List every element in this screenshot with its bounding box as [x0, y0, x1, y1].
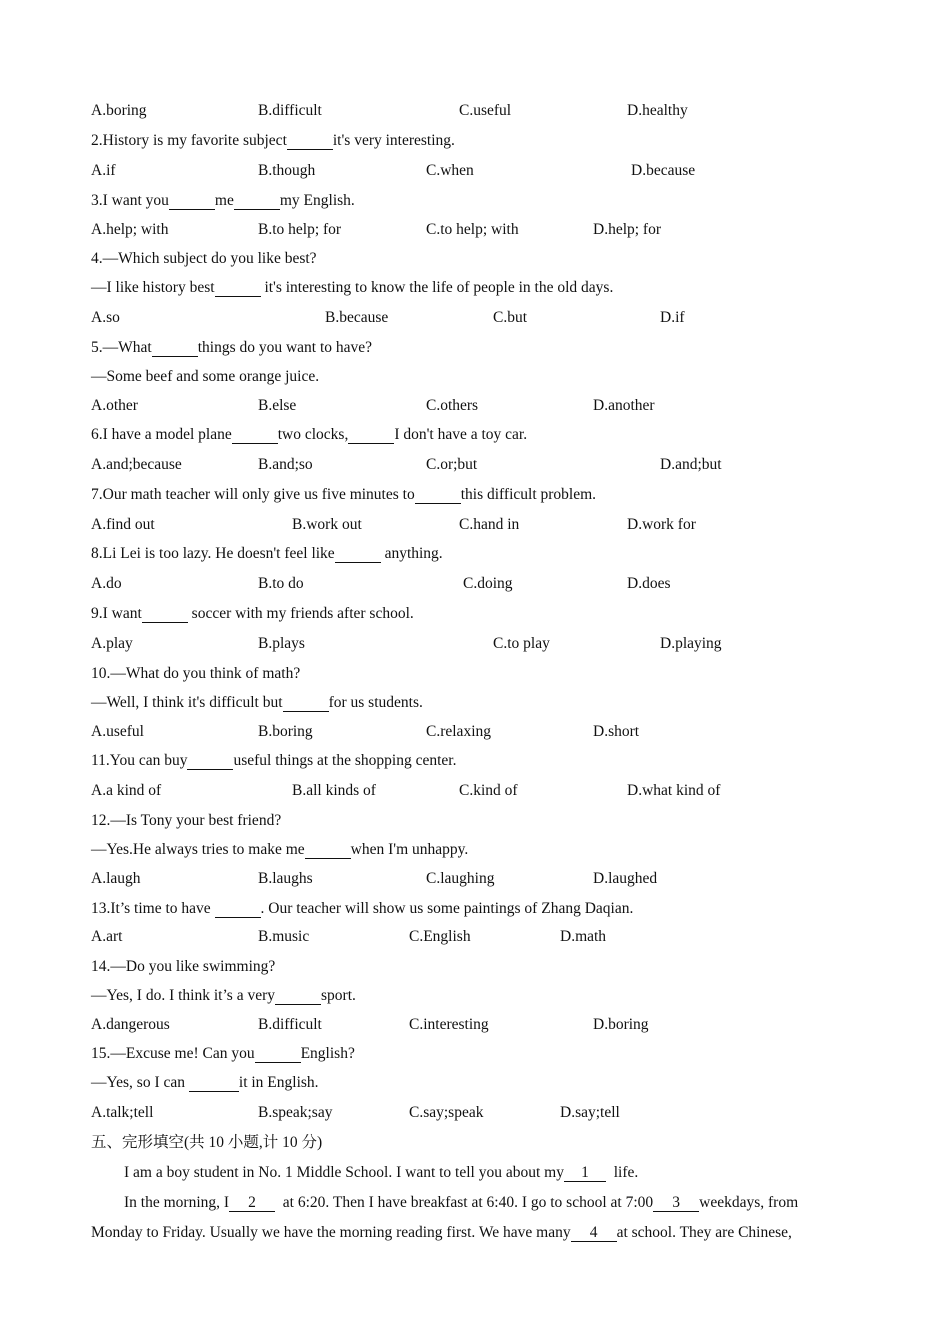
- q6-option-b: B.and;so: [258, 456, 313, 473]
- q7-option-b: B.work out: [292, 516, 362, 533]
- q11-option-d: D.what kind of: [627, 782, 721, 799]
- question-3: 3.I want you me my English.: [91, 192, 355, 209]
- question-15-reply: —Yes, so I can it in English.: [91, 1074, 319, 1091]
- q14-option-a: A.dangerous: [91, 1016, 170, 1033]
- q10-option-c: C.relaxing: [426, 723, 491, 740]
- question-14-reply: —Yes, I do. I think it’s a very sport.: [91, 987, 356, 1004]
- section-5-heading: 五、完形填空(共 10 小题,计 10 分): [91, 1134, 323, 1151]
- q12-option-a: A.laugh: [91, 870, 141, 887]
- question-5-reply: —Some beef and some orange juice.: [91, 368, 320, 385]
- q12-option-d: D.laughed: [593, 870, 658, 887]
- question-15: 15.—Excuse me! Can you English?: [91, 1045, 355, 1062]
- q8-option-d: D.does: [627, 575, 671, 592]
- q7-option-d: D.work for: [627, 516, 696, 533]
- question-9: 9.I want soccer with my friends after school.: [91, 605, 414, 622]
- question-10-reply: —Well, I think it's difficult but for us students.: [91, 694, 423, 711]
- q4-option-b: B.because: [325, 309, 389, 326]
- question-12-reply: —Yes.He always tries to make me when I'm unhappy.: [91, 841, 469, 858]
- passage-blank-2[interactable]: 2: [229, 1195, 275, 1212]
- q7-option-c: C.hand in: [459, 516, 520, 533]
- question-8: 8.Li Lei is too lazy. He doesn't feel like anything.: [91, 545, 443, 562]
- q12-option-b: B.laughs: [258, 870, 313, 887]
- q4-option-d: D.if: [660, 309, 685, 326]
- q6-option-a: A.and;because: [91, 456, 182, 473]
- question-14: 14.—Do you like swimming?: [91, 958, 276, 975]
- passage-paragraph-2-continued: Monday to Friday. Usually we have the morning reading first. We have many 4 at school. They are Chinese,: [91, 1224, 792, 1241]
- q10-option-d: D.short: [593, 723, 640, 740]
- q4-option-c: C.but: [493, 309, 528, 326]
- q9-option-a: A.play: [91, 635, 133, 652]
- q8-option-b: B.to do: [258, 575, 304, 592]
- q14-option-d: D.boring: [593, 1016, 649, 1033]
- q14-option-b: B.difficult: [258, 1016, 322, 1033]
- question-10: 10.—What do you think of math?: [91, 665, 301, 682]
- question-13: 13.It’s time to have . Our teacher will show us some paintings of Zhang Daqian.: [91, 900, 634, 917]
- q2-option-b: B.though: [258, 162, 316, 179]
- q8-option-c: C.doing: [463, 575, 513, 592]
- q5-option-d: D.another: [593, 397, 655, 414]
- q1-option-b: B.difficult: [258, 102, 322, 119]
- q13-option-d: D.math: [560, 928, 607, 945]
- q15-option-d: D.say;tell: [560, 1104, 620, 1121]
- q1-option-d: D.healthy: [627, 102, 688, 119]
- q12-option-c: C.laughing: [426, 870, 495, 887]
- q11-option-b: B.all kinds of: [292, 782, 376, 799]
- question-12: 12.—Is Tony your best friend?: [91, 812, 282, 829]
- question-4: 4.—Which subject do you like best?: [91, 250, 317, 267]
- q3-option-b: B.to help; for: [258, 221, 342, 238]
- q11-option-a: A.a kind of: [91, 782, 162, 799]
- q5-option-b: B.else: [258, 397, 297, 414]
- q3-option-d: D.help; for: [593, 221, 662, 238]
- q2-option-d: D.because: [631, 162, 696, 179]
- q10-option-b: B.boring: [258, 723, 313, 740]
- q2-option-c: C.when: [426, 162, 474, 179]
- q7-option-a: A.find out: [91, 516, 155, 533]
- q6-option-c: C.or;but: [426, 456, 478, 473]
- passage-blank-1[interactable]: 1: [564, 1165, 606, 1182]
- question-2: 2.History is my favorite subject it's very interesting.: [91, 132, 455, 149]
- q10-option-a: A.useful: [91, 723, 144, 740]
- q5-option-c: C.others: [426, 397, 479, 414]
- q5-option-a: A.other: [91, 397, 138, 414]
- q1-option-c: C.useful: [459, 102, 512, 119]
- q13-option-a: A.art: [91, 928, 123, 945]
- q3-option-a: A.help; with: [91, 221, 169, 238]
- question-6: 6.I have a model plane two clocks, I don't have a toy car.: [91, 426, 528, 443]
- q14-option-c: C.interesting: [409, 1016, 489, 1033]
- q1-option-a: A.boring: [91, 102, 147, 119]
- q15-option-c: C.say;speak: [409, 1104, 484, 1121]
- q15-option-a: A.talk;tell: [91, 1104, 154, 1121]
- passage-blank-4[interactable]: 4: [571, 1225, 617, 1242]
- q15-option-b: B.speak;say: [258, 1104, 333, 1121]
- passage-paragraph-2: In the morning, I 2 at 6:20. Then I have breakfast at 6:40. I go to school at 7:00 3 weekdays, from: [124, 1194, 799, 1211]
- q9-option-d: D.playing: [660, 635, 722, 652]
- q11-option-c: C.kind of: [459, 782, 518, 799]
- question-11: 11.You can buy useful things at the shopping center.: [91, 752, 457, 769]
- q4-option-a: A.so: [91, 309, 120, 326]
- passage-blank-3[interactable]: 3: [653, 1195, 699, 1212]
- question-5: 5.—What things do you want to have?: [91, 339, 373, 356]
- q6-option-d: D.and;but: [660, 456, 722, 473]
- q13-option-c: C.English: [409, 928, 471, 945]
- question-7: 7.Our math teacher will only give us five minutes to this difficult problem.: [91, 486, 597, 503]
- q3-option-c: C.to help; with: [426, 221, 519, 238]
- q9-option-b: B.plays: [258, 635, 305, 652]
- q9-option-c: C.to play: [493, 635, 550, 652]
- q13-option-b: B.music: [258, 928, 310, 945]
- passage-paragraph-1: I am a boy student in No. 1 Middle School. I want to tell you about my 1 life.: [124, 1164, 639, 1181]
- q2-option-a: A.if: [91, 162, 116, 179]
- question-4-reply: —I like history best it's interesting to know the life of people in the old days.: [91, 279, 614, 296]
- q8-option-a: A.do: [91, 575, 122, 592]
